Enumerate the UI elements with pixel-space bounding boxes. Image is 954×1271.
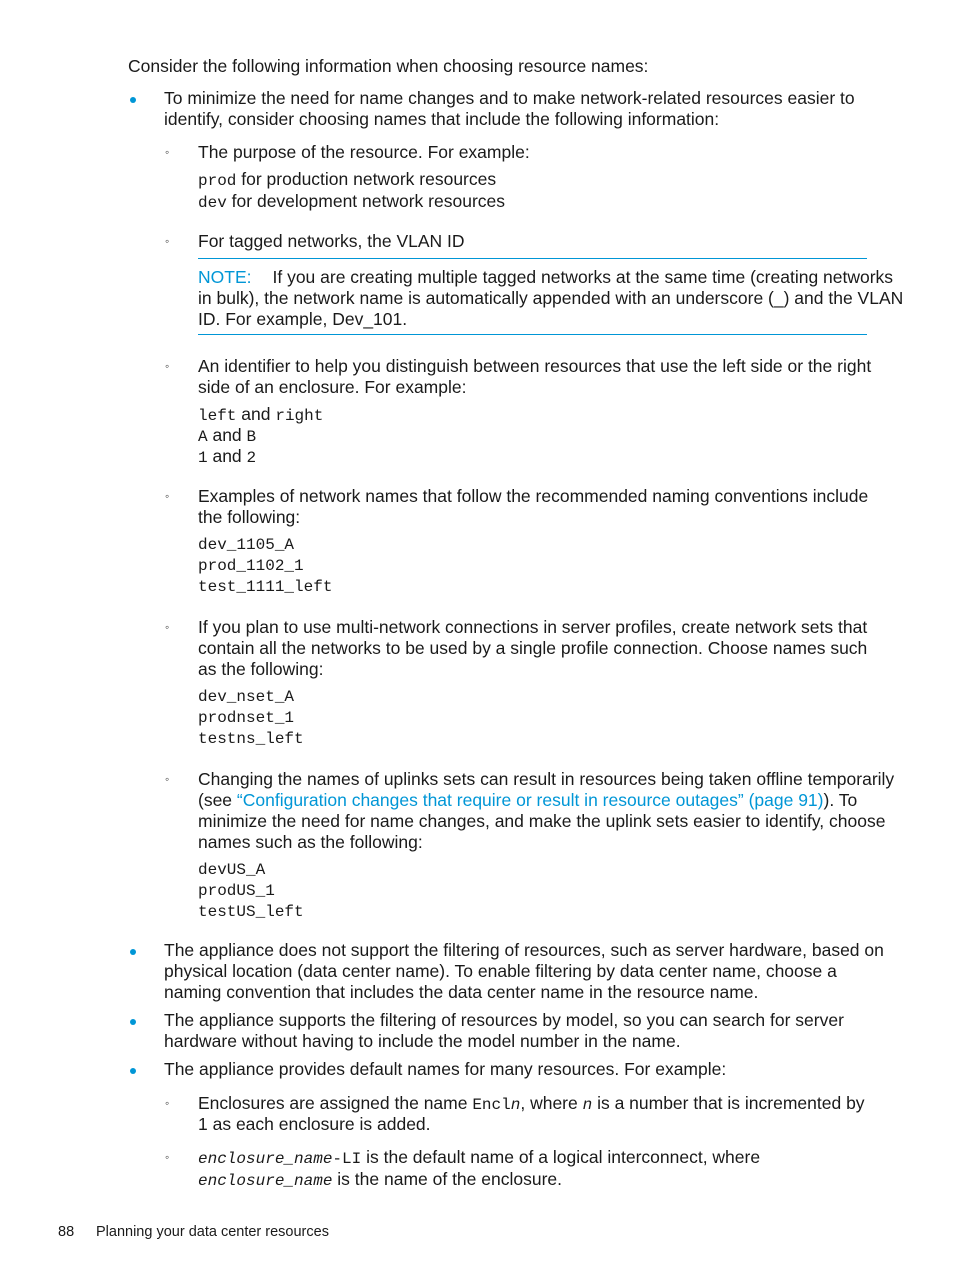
bullet2-line2: physical location (data center name). To enable filtering by data center name, choose a xyxy=(164,961,837,981)
sub4-line2: the following: xyxy=(198,507,301,527)
note-top-rule xyxy=(198,258,867,259)
sub-bullet-marker: ◦ xyxy=(165,772,170,786)
bullet4-sub1-line1 xyxy=(198,1093,865,1116)
code-example: prodnset_1 xyxy=(198,709,295,727)
text: is a number that is incremented by xyxy=(592,1093,865,1113)
code-1: 1 xyxy=(198,449,208,467)
bullet1-line2: identify, consider choosing names that include the following information: xyxy=(164,109,720,129)
bullet-marker xyxy=(130,97,136,103)
code-enclosure-name: enclosure_name xyxy=(198,1150,333,1168)
code-example: testUS_left xyxy=(198,903,304,921)
and-text: and xyxy=(207,446,247,466)
intro-paragraph: Consider the following information when choosing resource names: xyxy=(128,56,649,76)
note-line3: ID. For example, Dev_101. xyxy=(198,309,408,329)
sub6-line2 xyxy=(198,790,857,811)
note-label: NOTE: xyxy=(198,267,252,287)
bullet4-sub2-line1 xyxy=(198,1147,760,1170)
text: , where xyxy=(520,1093,583,1113)
note-line2: in bulk), the network name is automatically appended with an underscore (_) and the VLAN xyxy=(198,288,904,308)
code-b: B xyxy=(246,428,257,446)
code-enclosure-name: enclosure_name xyxy=(198,1172,333,1190)
sub5-line3: as the following: xyxy=(198,659,324,679)
sub-bullet-marker: ◦ xyxy=(165,489,170,503)
page-number: 88 xyxy=(58,1224,75,1240)
code-li: -LI xyxy=(332,1150,362,1168)
sub5-line1: If you plan to use multi-network connections in server profiles, create network sets that xyxy=(198,617,868,637)
code-n: n xyxy=(582,1096,593,1114)
example-desc: for development network resources xyxy=(226,191,506,211)
bullet1-line1: To minimize the need for name changes and to make network-related resources easier to xyxy=(164,88,855,108)
sub-bullet-marker: ◦ xyxy=(165,1150,170,1164)
code-2: 2 xyxy=(246,449,257,467)
bullet-marker xyxy=(130,1019,136,1025)
footer-section-title: Planning your data center resources xyxy=(96,1224,329,1240)
sub-bullet-marker: ◦ xyxy=(165,620,170,634)
sub3-line2: side of an enclosure. For example: xyxy=(198,377,467,397)
sub4-line1: Examples of network names that follow the recommended naming conventions include xyxy=(198,486,869,506)
bullet4-sub2-line2 xyxy=(198,1169,562,1192)
code-example: devUS_A xyxy=(198,861,266,879)
code-example: prodUS_1 xyxy=(198,882,275,900)
code-example: dev_nset_A xyxy=(198,688,295,706)
sub-bullet-marker: ◦ xyxy=(165,234,170,248)
sub1-text: The purpose of the resource. For example: xyxy=(198,142,530,162)
text: is the name of the enclosure. xyxy=(332,1169,562,1189)
code-prod: prod xyxy=(198,172,237,190)
code-example: test_1111_left xyxy=(198,578,333,596)
bullet3-line2: hardware without having to include the model number in the name. xyxy=(164,1031,681,1051)
note-text: If you are creating multiple tagged networks at the same time (creating networks xyxy=(272,267,894,287)
bullet2-line3: naming convention that includes the data center name in the resource name. xyxy=(164,982,759,1002)
text: Enclosures are assigned the name xyxy=(198,1093,473,1113)
code-a: A xyxy=(198,428,208,446)
sub1-example-1 xyxy=(198,169,496,192)
pair-row xyxy=(198,404,323,427)
code-example: dev_1105_A xyxy=(198,536,295,554)
bullet4-sub1-line2: 1 as each enclosure is added. xyxy=(198,1114,431,1134)
and-text: and xyxy=(207,425,247,445)
sub-bullet-marker: ◦ xyxy=(165,359,170,373)
sub-bullet-marker: ◦ xyxy=(165,145,170,159)
text: (see xyxy=(198,790,237,810)
note-bottom-rule xyxy=(198,334,867,335)
sub3-line1: An identifier to help you distinguish between resources that use the left side or the right xyxy=(198,356,872,376)
code-left: left xyxy=(198,407,237,425)
sub1-example-2 xyxy=(198,191,505,214)
sub6-line1: Changing the names of uplinks sets can result in resources being taken offline temporarily xyxy=(198,769,895,789)
pair-row xyxy=(198,425,256,448)
code-encl: Encl xyxy=(472,1096,511,1114)
text: is the default name of a logical interconnect, where xyxy=(361,1147,761,1167)
code-example: prod_1102_1 xyxy=(198,557,304,575)
sub-bullet-marker: ◦ xyxy=(165,1096,170,1110)
sub2-text: For tagged networks, the VLAN ID xyxy=(198,231,465,251)
bullet-marker xyxy=(130,1068,136,1074)
bullet4-text: The appliance provides default names for many resources. For example: xyxy=(164,1059,727,1079)
cross-reference-link[interactable]: “Configuration changes that require or result in resource outages” (page 91) xyxy=(236,790,824,810)
note-line1 xyxy=(198,267,893,288)
pair-row xyxy=(198,446,256,469)
sub5-line2: contain all the networks to be used by a single profile connection. Choose names such xyxy=(198,638,868,658)
sub6-line3: minimize the need for name changes, and make the uplink sets easier to identify, choose xyxy=(198,811,886,831)
code-dev: dev xyxy=(198,194,227,212)
bullet2-line1: The appliance does not support the filtering of resources, such as server hardware, based on xyxy=(164,940,884,960)
code-right: right xyxy=(275,407,324,425)
bullet3-line1: The appliance supports the filtering of resources by model, so you can search for server xyxy=(164,1010,844,1030)
code-example: testns_left xyxy=(198,730,304,748)
text: ). To xyxy=(823,790,858,810)
and-text: and xyxy=(236,404,276,424)
sub6-line4: names such as the following: xyxy=(198,832,423,852)
example-desc: for production network resources xyxy=(236,169,497,189)
code-n: n xyxy=(510,1096,521,1114)
bullet-marker xyxy=(130,949,136,955)
